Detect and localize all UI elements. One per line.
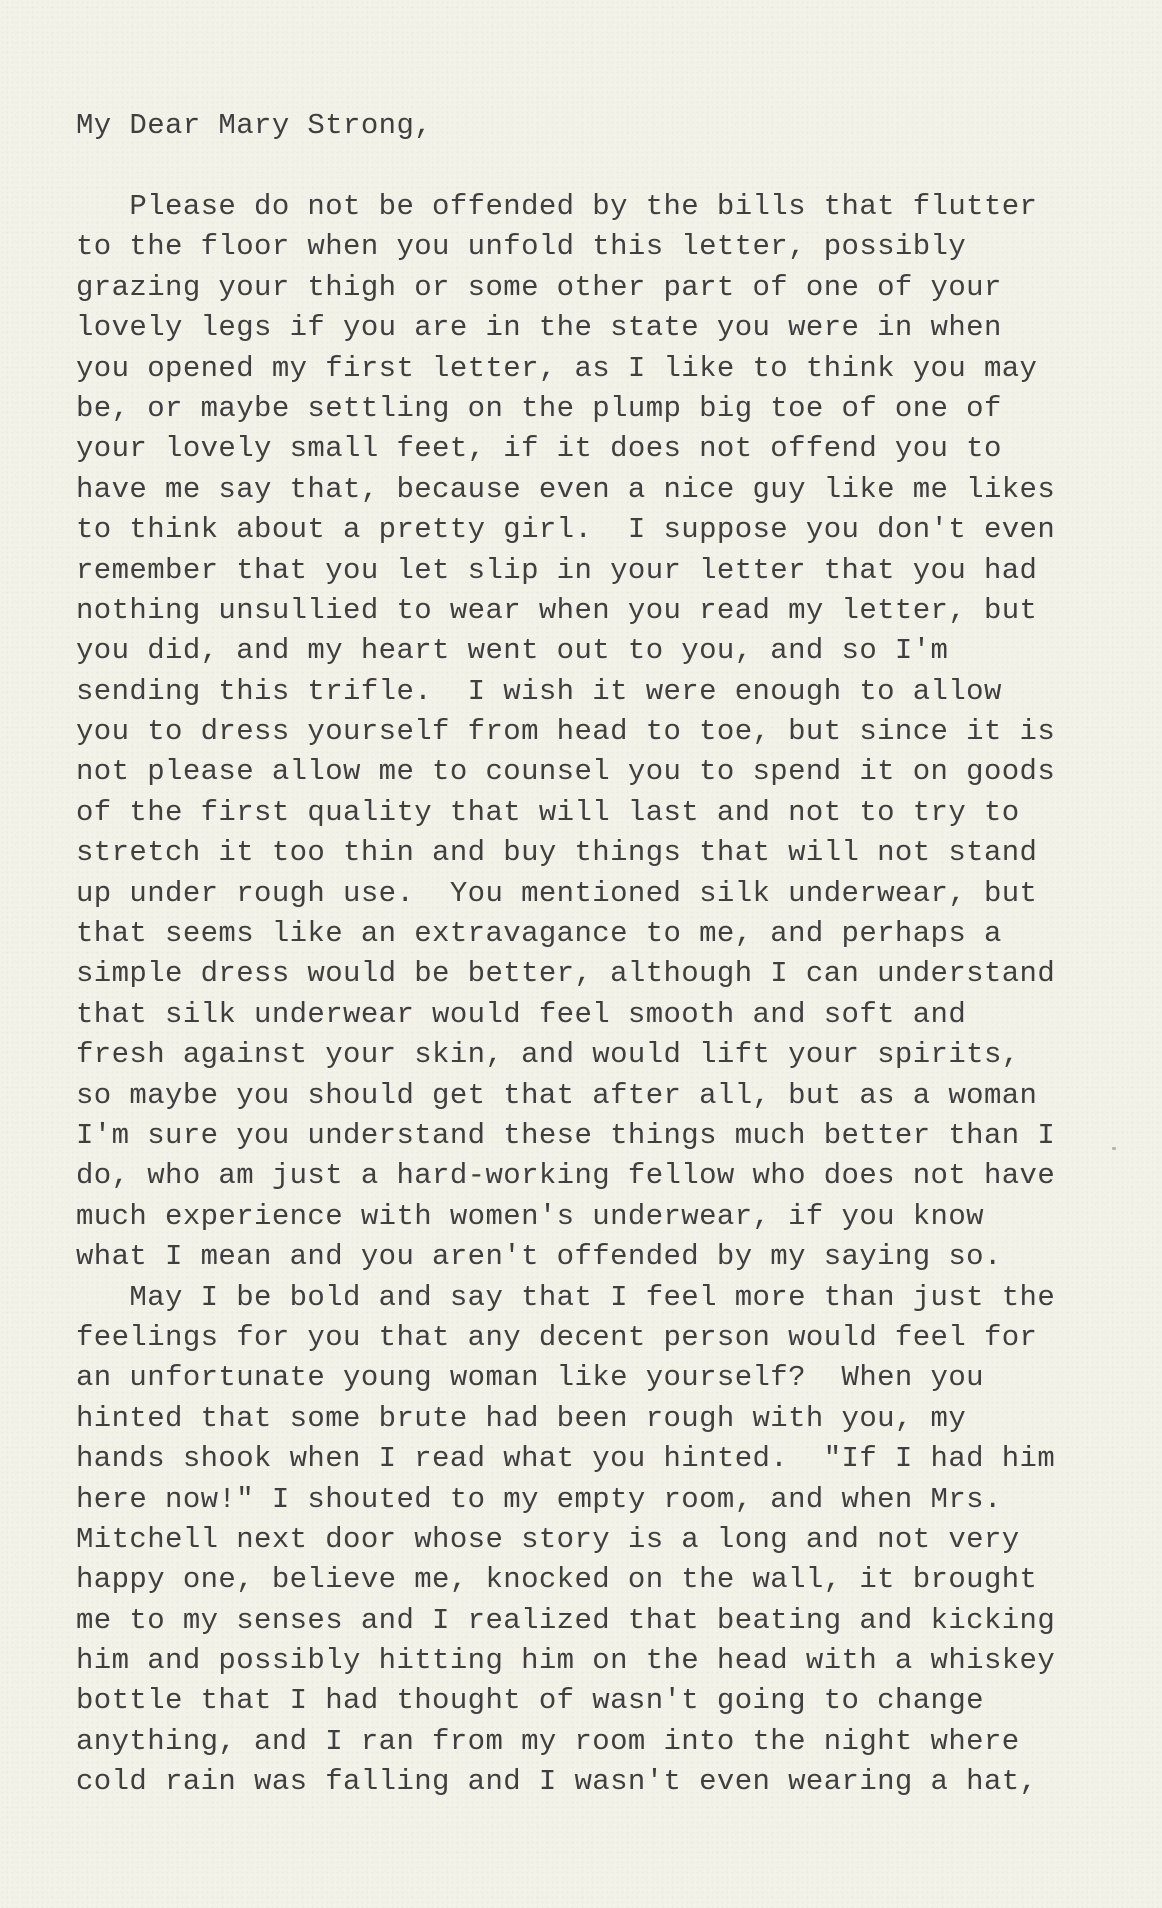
letter-line: May I be bold and say that I feel more than just the (76, 1280, 1056, 1314)
letter-body (76, 187, 1122, 1803)
letter-line: so maybe you should get that after all, but as a woman (76, 1078, 1038, 1112)
letter-line: hinted that some brute had been rough with you, my (76, 1401, 967, 1435)
letter-line: I'm sure you understand these things much better than I (76, 1118, 1056, 1152)
letter-line: of the first quality that will last and not to try to (76, 795, 1020, 829)
letter-line: your lovely small feet, if it does not offend you to (76, 432, 1002, 466)
letter-line: that silk underwear would feel smooth and soft and (76, 997, 967, 1031)
letter-line: grazing your thigh or some other part of one of your (76, 270, 1002, 304)
letter-line: be, or maybe settling on the plump big toe of one of (76, 391, 1002, 425)
letter-line: much experience with women's underwear, if you know (76, 1199, 984, 1233)
letter-line: him and possibly hitting him on the head with a whiskey (76, 1644, 1056, 1678)
letter-line: me to my senses and I realized that beating and kicking (76, 1603, 1056, 1637)
letter-line: happy one, believe me, knocked on the wall, it brought (76, 1563, 1038, 1597)
letter-line: what I mean and you aren't offended by my saying so. (76, 1240, 1002, 1274)
letter-line: Mitchell next door whose story is a long and not very (76, 1522, 1020, 1556)
letter-line: here now!" I shouted to my empty room, and when Mrs. (76, 1482, 1002, 1516)
letter-line: bottle that I had thought of wasn't going to change (76, 1684, 984, 1718)
letter-line: sending this trifle. I wish it were enough to allow (76, 674, 1002, 708)
paper-speck (1112, 1147, 1116, 1150)
letter-line: have me say that, because even a nice guy like me likes (76, 472, 1056, 506)
letter-line: stretch it too thin and buy things that will not stand (76, 836, 1038, 870)
letter-line: an unfortunate young woman like yourself? When you (76, 1361, 984, 1395)
letter-line: fresh against your skin, and would lift your spirits, (76, 1038, 1020, 1072)
letter-line: simple dress would be better, although I can understand (76, 957, 1056, 991)
letter-line: you to dress yourself from head to toe, but since it is (76, 715, 1056, 749)
letter-line: that seems like an extravagance to me, and perhaps a (76, 917, 1002, 951)
letter-line: you did, and my heart went out to you, and so I'm (76, 634, 949, 668)
letter-line: to think about a pretty girl. I suppose you don't even (76, 513, 1056, 547)
letter-line: up under rough use. You mentioned silk underwear, but (76, 876, 1038, 910)
letter-line: remember that you let slip in your letter that you had (76, 553, 1038, 587)
letter-line: Please do not be offended by the bills that flutter (76, 190, 1038, 223)
letter-line: not please allow me to counsel you to spend it on goods (76, 755, 1056, 789)
letter-line: hands shook when I read what you hinted. "If I had him (76, 1442, 1056, 1476)
letter-line: do, who am just a hard-working fellow who does not have (76, 1159, 1056, 1193)
letter-salutation: My Dear Mary Strong, (76, 109, 433, 142)
letter-line: feelings for you that any decent person would feel for (76, 1320, 1038, 1354)
letter-line: lovely legs if you are in the state you were in when (76, 311, 1002, 345)
letter-line: cold rain was falling and I wasn't even wearing a hat, (76, 1765, 1038, 1799)
letter-line: to the floor when you unfold this letter, possibly (76, 230, 967, 264)
letter-line: anything, and I ran from my room into the night where (76, 1724, 1020, 1758)
paragraph-gap (76, 147, 1122, 188)
letter-line: you opened my first letter, as I like to think you may (76, 351, 1038, 385)
letter-line: nothing unsullied to wear when you read my letter, but (76, 593, 1038, 627)
